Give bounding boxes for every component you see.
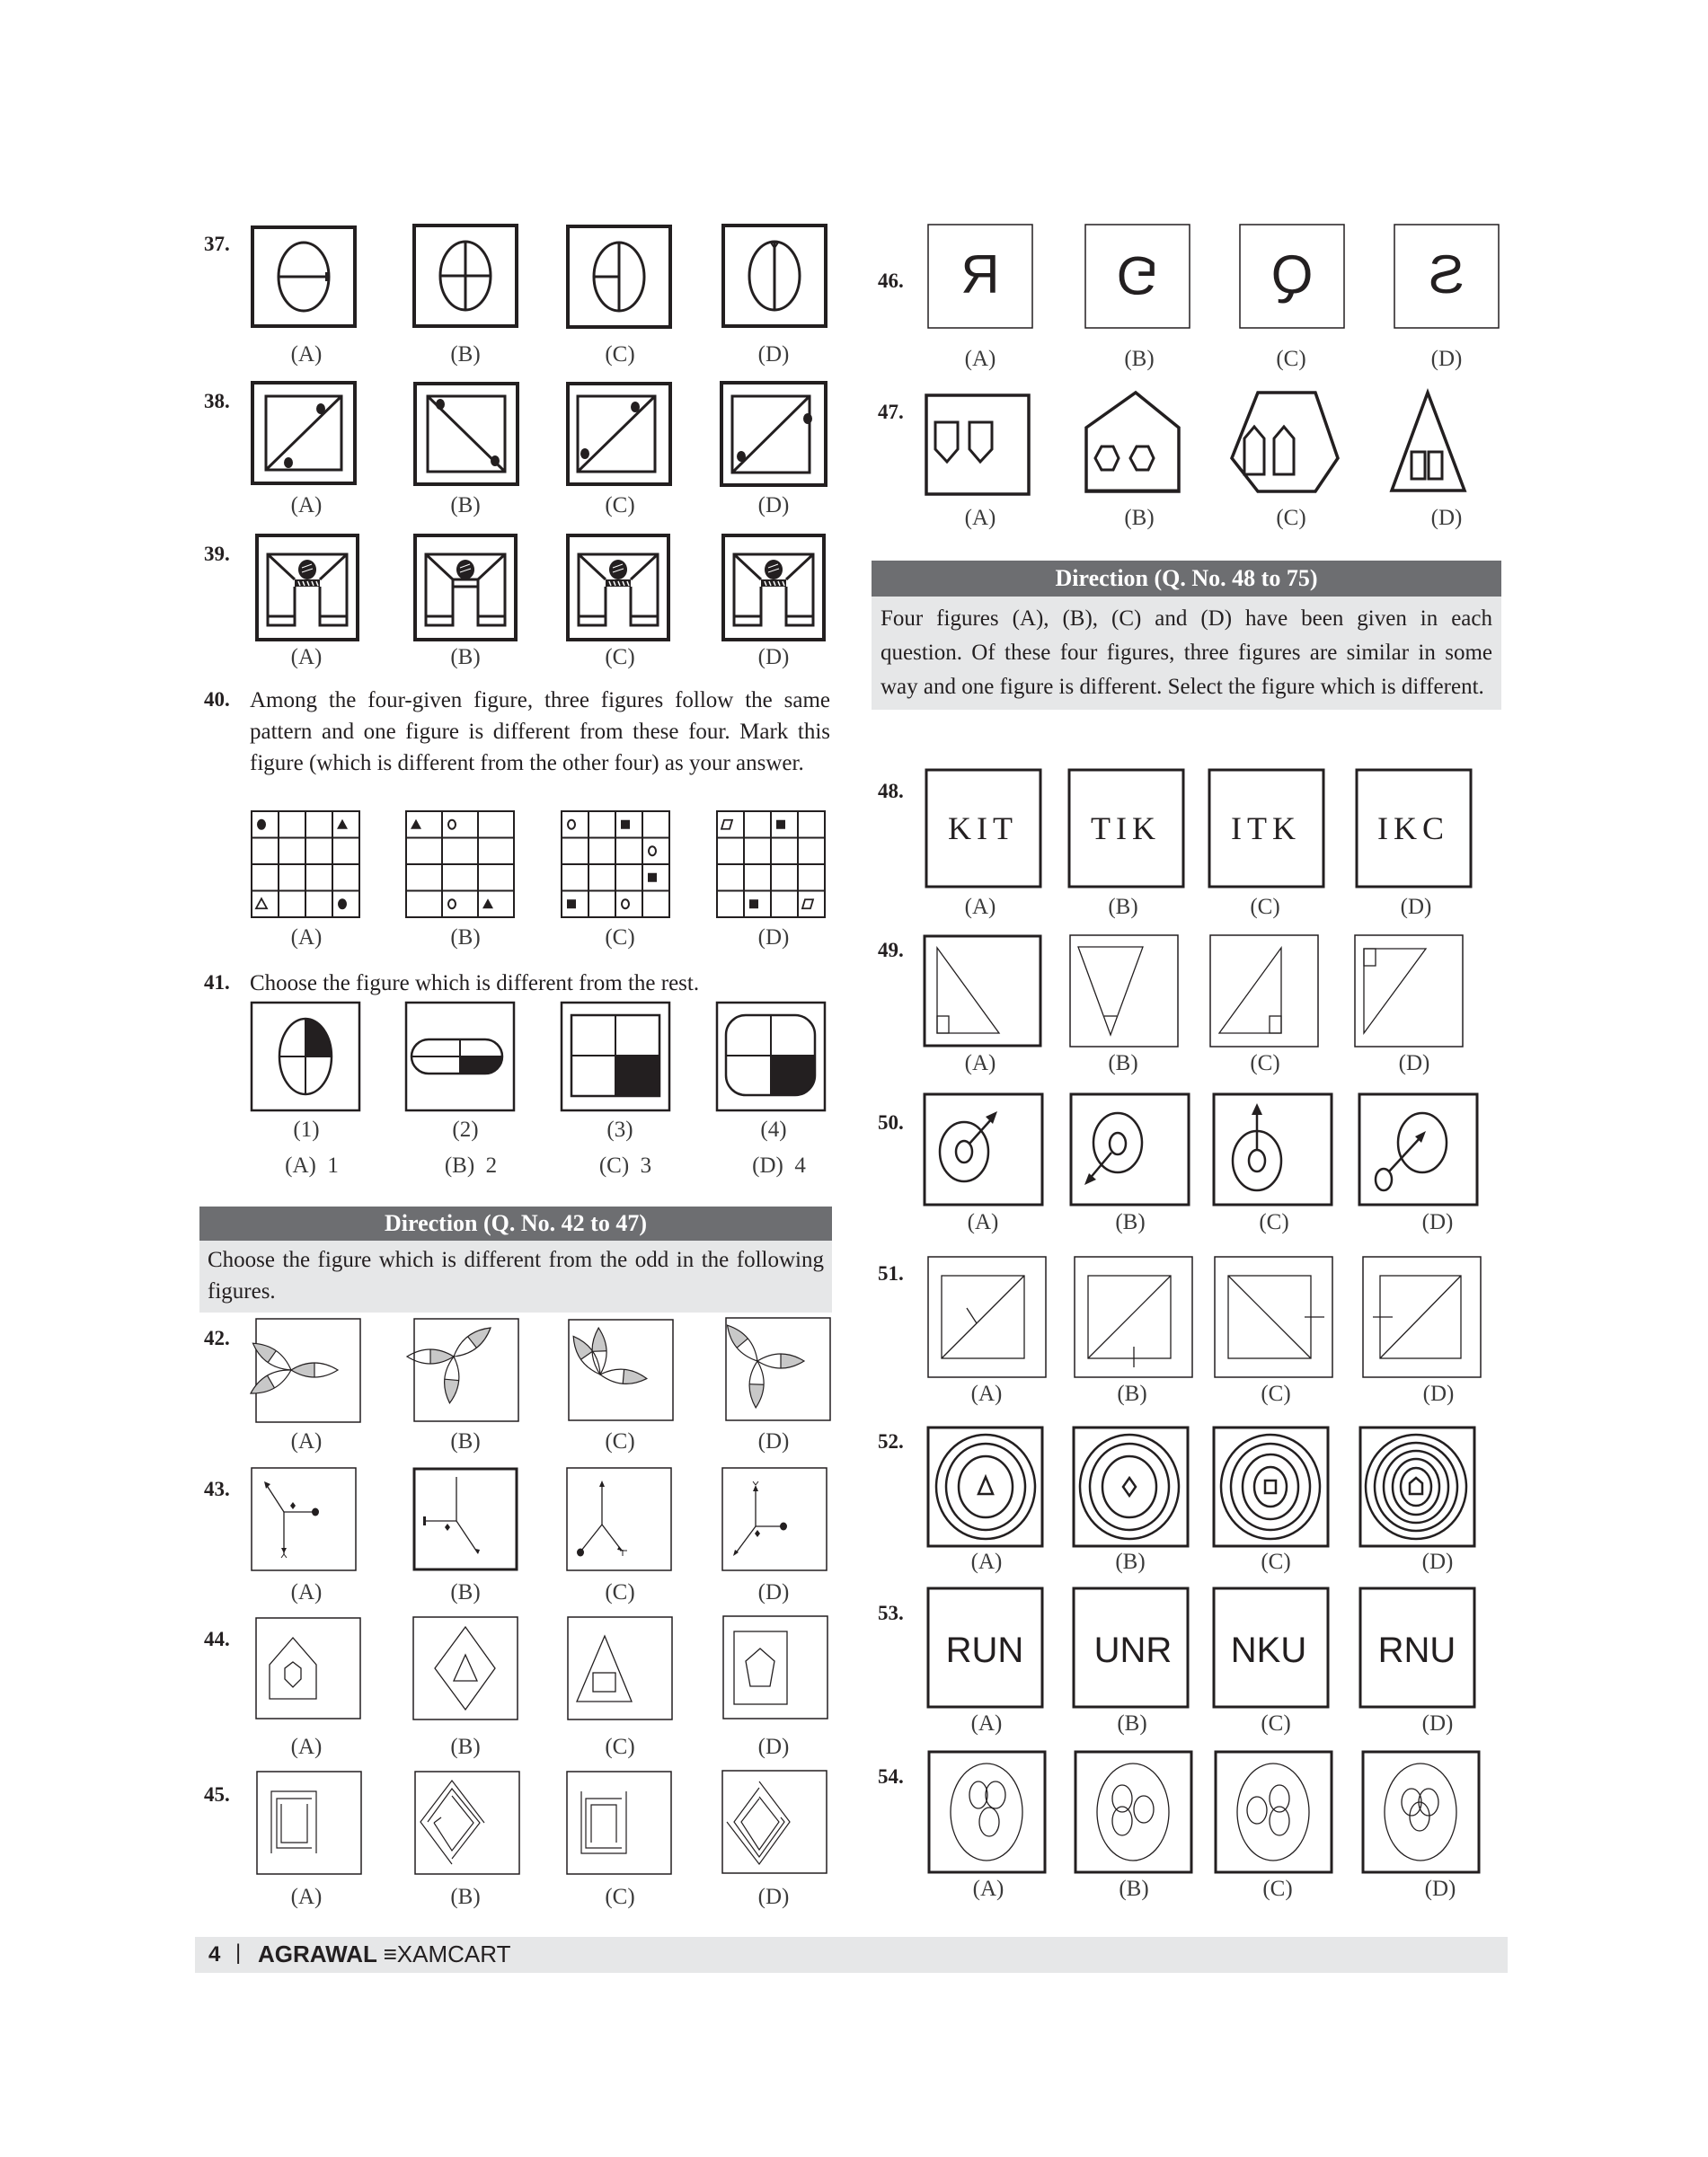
q49-figure-c[interactable]	[1209, 934, 1319, 1048]
filled-square-symbol	[648, 873, 657, 882]
q47-figure-c[interactable]	[1229, 390, 1339, 496]
word-text: ITK	[1231, 810, 1301, 846]
option-label: (C)	[1276, 506, 1306, 530]
option-label: (C)	[605, 1735, 635, 1759]
q50-figure-b[interactable]	[1069, 1092, 1190, 1207]
q42-figure-c[interactable]	[568, 1319, 674, 1421]
option-label: (C)	[605, 645, 635, 669]
propeller-petal	[599, 1367, 647, 1385]
q39-figure-a[interactable]	[255, 534, 359, 641]
option-label: (A)	[964, 506, 996, 530]
question-number: 54.	[878, 1765, 904, 1788]
q46-figure-d[interactable]	[1394, 224, 1500, 329]
q52-figure-a[interactable]	[926, 1426, 1044, 1548]
filled-square-symbol	[567, 899, 576, 908]
option-label: (D)	[757, 645, 790, 669]
q51-figure-a[interactable]	[927, 1256, 1047, 1378]
q47-figure-d[interactable]	[1390, 390, 1500, 496]
option-label: (A)	[964, 347, 996, 371]
q40-grid-d[interactable]	[716, 810, 826, 918]
direction-header: Direction (Q. No. 42 to 47)	[199, 1207, 832, 1241]
question-number: 49.	[878, 939, 904, 961]
q41-figure-3[interactable]	[561, 1002, 670, 1111]
q38-figure-d[interactable]	[720, 381, 827, 487]
option-label: (A)	[290, 925, 323, 950]
question-number: 43.	[204, 1478, 230, 1500]
option-label: (D)	[757, 342, 790, 367]
option-label: (B)	[450, 645, 481, 669]
option-label: (A)	[290, 342, 323, 367]
figure-label: (1)	[293, 1118, 320, 1142]
figure-border	[569, 1320, 673, 1420]
figure-label: (4)	[760, 1118, 787, 1142]
option-label: (C)	[605, 493, 635, 517]
q38-figure-a[interactable]	[251, 381, 357, 485]
page-number: 4	[208, 1942, 221, 1967]
q46-figure-b[interactable]	[1084, 224, 1190, 329]
q50-figure-c[interactable]	[1212, 1092, 1333, 1207]
option-label: (A)	[970, 1550, 1003, 1574]
answer-option-b[interactable]: (B) 2	[444, 1154, 498, 1178]
option-label: (B)	[1124, 506, 1155, 530]
option-label: (B)	[1119, 1877, 1149, 1901]
option-label: (D)	[1398, 1051, 1430, 1075]
q41-figure-4[interactable]	[716, 1002, 826, 1111]
figure-label: (2)	[452, 1118, 479, 1142]
q52-figure-b[interactable]	[1072, 1426, 1190, 1548]
question-text: Choose the figure which is different from the rest.	[250, 971, 700, 995]
option-label: (A)	[970, 1711, 1003, 1736]
word-text: RUN	[945, 1631, 1024, 1670]
option-label: (A)	[290, 1885, 323, 1909]
q48-figure-c[interactable]	[1208, 768, 1325, 888]
option-label: (C)	[605, 925, 635, 950]
answer-option-a[interactable]: (A) 1	[285, 1154, 339, 1178]
option-label: (C)	[1261, 1550, 1291, 1574]
parallelogram-symbol	[721, 820, 732, 829]
option-label: (D)	[757, 1735, 790, 1759]
direction-body: Choose the figure which is different from the odd in the following figures.	[199, 1241, 832, 1313]
q48-figure-a[interactable]	[925, 768, 1042, 888]
q50-figure-a[interactable]	[923, 1092, 1044, 1207]
option-label: (D)	[1421, 1711, 1454, 1736]
q40-grid-a[interactable]	[251, 810, 360, 918]
q38-figure-b[interactable]	[413, 382, 519, 486]
question-number: 44.	[204, 1628, 230, 1650]
question-number: 40.	[204, 688, 230, 711]
option-label: (C)	[605, 342, 635, 367]
q47-figure-a[interactable]	[925, 392, 1031, 496]
brand-name-exam: ≡XAM	[383, 1940, 448, 1967]
question-number: 39.	[204, 543, 230, 565]
brand-logo	[258, 1940, 510, 1968]
option-label: (D)	[757, 1429, 790, 1454]
option-label: (B)	[1108, 895, 1138, 919]
q54-figure-c[interactable]	[1214, 1750, 1333, 1874]
q53-figure-c[interactable]	[1212, 1587, 1330, 1709]
option-label: (C)	[605, 1580, 635, 1604]
option-label: (D)	[757, 925, 790, 950]
question-number: 38.	[204, 390, 230, 412]
q52-figure-d[interactable]	[1358, 1426, 1476, 1548]
option-label: (D)	[1421, 1550, 1454, 1574]
q51-figure-d[interactable]	[1362, 1256, 1482, 1378]
option-label: (D)	[1400, 895, 1432, 919]
answer-option-d[interactable]: (D) 4	[752, 1154, 806, 1178]
q40-grid-c[interactable]	[561, 810, 670, 918]
q39-figure-c[interactable]	[566, 534, 670, 641]
word-text: NKU	[1230, 1631, 1307, 1670]
q52-figure-c[interactable]	[1212, 1426, 1330, 1548]
filled-triangle-symbol	[337, 819, 348, 829]
mirrored-letter: Q	[1270, 244, 1314, 305]
option-label: (B)	[450, 493, 481, 517]
q40-grid-b[interactable]	[405, 810, 515, 918]
q53-figure-d[interactable]	[1358, 1587, 1476, 1709]
q46-figure-c[interactable]	[1239, 224, 1345, 329]
question-number: 42.	[204, 1327, 230, 1349]
word-text: IKC	[1377, 810, 1449, 846]
option-label: (C)	[1276, 347, 1306, 371]
q53-figure-b[interactable]	[1072, 1587, 1190, 1709]
q49-figure-b[interactable]	[1069, 934, 1179, 1048]
dot-symbol	[338, 898, 347, 909]
mirrored-letter: S	[1428, 244, 1465, 305]
q51-figure-c[interactable]	[1214, 1256, 1333, 1378]
option-label: (B)	[450, 925, 481, 950]
q37-figure-b[interactable]	[412, 224, 518, 328]
option-label: (B)	[1115, 1550, 1146, 1574]
option-label: (B)	[1108, 1051, 1138, 1075]
question-number: 50.	[878, 1111, 904, 1134]
q42-figure-a[interactable]	[255, 1318, 361, 1423]
filled-square-symbol	[776, 820, 785, 829]
word-text: UNR	[1093, 1631, 1173, 1670]
q42-figure-d[interactable]	[725, 1317, 831, 1421]
q45-figure-b[interactable]	[414, 1771, 520, 1875]
option-label: (B)	[1115, 1210, 1146, 1234]
question-number: 47.	[878, 401, 904, 423]
option-label: (D)	[757, 1885, 790, 1909]
brand-name-cart: CART	[447, 1940, 511, 1967]
brand-name-bold: AGRAWAL	[258, 1940, 384, 1967]
q45-figure-d[interactable]	[721, 1770, 827, 1874]
option-label: (B)	[1117, 1382, 1147, 1406]
option-label: (B)	[450, 1885, 481, 1909]
option-label: (C)	[605, 1429, 635, 1454]
answer-option-c[interactable]: (C) 3	[598, 1154, 652, 1178]
word-text: RNU	[1377, 1631, 1456, 1670]
option-label: (A)	[290, 1735, 323, 1759]
q37-figure-d[interactable]	[721, 224, 827, 328]
q54-figure-b[interactable]	[1074, 1750, 1193, 1874]
propeller-petal	[291, 1363, 338, 1377]
question-number: 48.	[878, 780, 904, 802]
q43-figure-a[interactable]	[251, 1467, 357, 1571]
figure-label: (3)	[606, 1118, 633, 1142]
ring-symbol	[448, 820, 456, 829]
propeller-petal	[721, 1321, 763, 1366]
word-text: TIK	[1091, 810, 1161, 846]
direction-body: Four figures (A), (B), (C) and (D) have been given in each question. Of these four figures, three figures are similar in some way and one figure is different. Select the figure which is different.	[872, 597, 1501, 710]
q49-figure-a[interactable]	[923, 934, 1042, 1048]
mirrored-letter: R	[960, 244, 1000, 305]
q41-figure-2[interactable]	[405, 1002, 515, 1111]
propeller-petal	[757, 1354, 804, 1368]
ring-symbol	[649, 846, 656, 855]
q54-figure-a[interactable]	[927, 1750, 1047, 1874]
q39-figure-b[interactable]	[413, 534, 518, 641]
option-label: (A)	[967, 1210, 999, 1234]
q49-figure-d[interactable]	[1354, 934, 1464, 1048]
q45-figure-a[interactable]	[256, 1771, 362, 1875]
question-number: 41.	[204, 971, 230, 994]
option-label: (D)	[757, 493, 790, 517]
q45-figure-c[interactable]	[566, 1771, 672, 1875]
option-label: (A)	[290, 645, 323, 669]
option-label: (B)	[450, 1429, 481, 1454]
option-label: (C)	[1262, 1877, 1293, 1901]
option-label: (A)	[290, 493, 323, 517]
q39-figure-d[interactable]	[721, 534, 826, 641]
direction-header: Direction (Q. No. 48 to 75)	[872, 561, 1501, 597]
propeller-petal	[748, 1361, 765, 1409]
q38-figure-c[interactable]	[566, 382, 672, 486]
filled-square-symbol	[621, 820, 630, 829]
footer-separator: |	[235, 1940, 242, 1965]
q51-figure-b[interactable]	[1074, 1256, 1193, 1378]
option-label: (D)	[1422, 1382, 1455, 1406]
option-label: (D)	[1430, 506, 1463, 530]
option-label: (B)	[1117, 1711, 1147, 1736]
option-label: (A)	[290, 1429, 323, 1454]
ring-symbol	[568, 820, 575, 829]
q37-figure-c[interactable]	[566, 225, 672, 329]
option-label: (D)	[1430, 347, 1463, 371]
q43-figure-d[interactable]	[721, 1467, 827, 1571]
option-label: (B)	[450, 1735, 481, 1759]
option-label: (A)	[972, 1877, 1004, 1901]
filled-triangle-symbol	[482, 898, 493, 908]
question-text: Among the four-given figure, three figures follow the same pattern and one figure is different from these four. Mark this figure (which is different from the other four) as your answer.	[250, 688, 830, 775]
q44-figure-b[interactable]	[412, 1616, 518, 1720]
option-label: (A)	[970, 1382, 1003, 1406]
ring-symbol	[622, 899, 629, 908]
parallelogram-symbol	[802, 899, 813, 908]
option-label: (D)	[757, 1580, 790, 1604]
option-label: (A)	[290, 1580, 323, 1604]
q48-figure-d[interactable]	[1355, 768, 1473, 888]
option-label: (C)	[605, 1885, 635, 1909]
open-triangle-symbol	[256, 898, 267, 908]
option-label: (C)	[1250, 1051, 1280, 1075]
option-label: (A)	[964, 895, 996, 919]
dot-symbol	[257, 819, 266, 830]
q44-figure-a[interactable]	[255, 1617, 361, 1719]
option-label: (C)	[1259, 1210, 1289, 1234]
option-label: (B)	[450, 1580, 481, 1604]
option-label: (A)	[964, 1051, 996, 1075]
option-label: (C)	[1261, 1711, 1291, 1736]
q47-figure-b[interactable]	[1083, 390, 1189, 496]
filled-triangle-symbol	[411, 819, 421, 829]
q41-figure-1[interactable]	[251, 1002, 360, 1111]
question-number: 37.	[204, 233, 230, 255]
q50-figure-d[interactable]	[1358, 1092, 1479, 1207]
option-label: (B)	[1124, 347, 1155, 371]
question-number: 51.	[878, 1262, 904, 1285]
q48-figure-b[interactable]	[1067, 768, 1185, 888]
q44-figure-d[interactable]	[722, 1615, 828, 1719]
q46-figure-a[interactable]	[927, 224, 1033, 329]
q43-figure-c[interactable]	[566, 1467, 672, 1571]
option-label: (C)	[1250, 895, 1280, 919]
q44-figure-c[interactable]	[567, 1616, 673, 1720]
propeller-petal	[442, 1356, 460, 1403]
option-label: (C)	[1261, 1382, 1291, 1406]
question-number: 46.	[878, 270, 904, 292]
rotated-letter: G	[1116, 245, 1159, 305]
question-number: 52.	[878, 1430, 904, 1453]
q37-figure-a[interactable]	[251, 225, 357, 328]
q53-figure-a[interactable]	[926, 1587, 1044, 1709]
option-label: (B)	[450, 342, 481, 367]
option-label: (D)	[1424, 1877, 1456, 1901]
question-number: 45.	[204, 1783, 230, 1806]
q54-figure-d[interactable]	[1361, 1750, 1481, 1874]
word-text: KIT	[948, 810, 1018, 846]
propeller-petal	[449, 1322, 495, 1363]
ring-symbol	[448, 899, 456, 908]
filled-square-symbol	[749, 899, 758, 908]
q43-figure-b[interactable]	[412, 1467, 518, 1571]
option-label: (D)	[1421, 1210, 1454, 1234]
question-number: 53.	[878, 1602, 904, 1624]
figure-border	[414, 1319, 518, 1421]
q42-figure-b[interactable]	[413, 1318, 519, 1422]
